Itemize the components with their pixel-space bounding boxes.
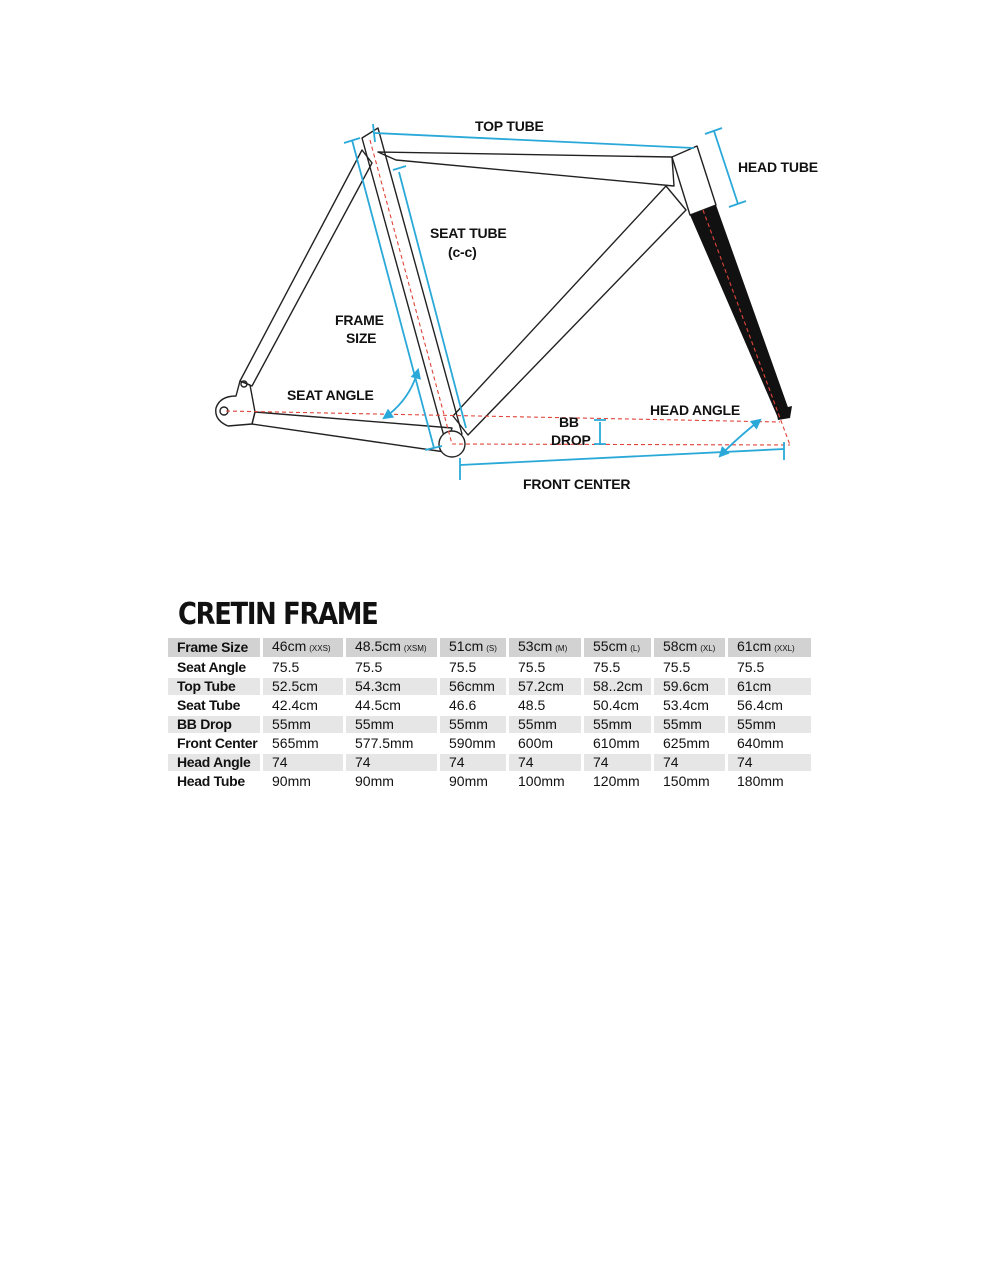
label-frame-size-line1: FRAME [335,312,384,328]
table-cell: 180mm [737,773,784,789]
table-cell: 44.5cm [355,697,401,713]
table-row [168,697,811,714]
table-cell: 55mm [440,716,506,733]
table-cell: 48.5 [518,697,546,713]
table-cell: 74 [263,754,343,771]
header-size-cell [654,638,725,657]
label-front-center: FRONT CENTER [523,476,631,492]
row-label: Seat Tube [177,697,241,713]
label-seat-tube-cc: (c-c) [448,244,477,260]
table-cell: 75.5 [737,659,765,675]
table-cell: 120mm [593,773,640,789]
table-cell: 577.5mm [355,735,414,751]
size-code: (XXL) [774,644,795,653]
table-cell: 90mm [355,773,394,789]
chain-stay-shape [252,412,452,452]
label-head-angle: HEAD ANGLE [650,402,741,418]
table-cell: 55mm [728,716,811,733]
size-value: 61cm [737,638,772,654]
header-size-cell [509,638,581,657]
table-cell: 640mm [737,735,784,751]
table-cell: 100mm [518,773,565,789]
table-cell: 61cm [728,678,811,695]
size-code: (XXS) [309,644,331,653]
row-label: Top Tube [168,678,260,695]
table-cell: 59.6cm [654,678,725,695]
table-cell: 53.4cm [663,697,709,713]
header-size-cell [263,638,343,657]
table-row [168,735,811,752]
table-cell: 74 [440,754,506,771]
table-cell: 75.5 [663,659,691,675]
table-cell: 55mm [346,716,437,733]
table-cell: 74 [728,754,811,771]
table-cell: 600m [518,735,554,751]
top-tube-shape [378,152,674,186]
size-code: (L) [630,644,641,653]
size-value: 51cm [449,638,484,654]
header-label-frame-size: Frame Size [168,638,260,657]
table-header-row [168,638,811,657]
row-label: BB Drop [168,716,260,733]
table-cell: 55mm [584,716,651,733]
table-row [168,716,811,733]
label-bb-drop-line2: DROP [551,432,591,448]
table-cell: 90mm [449,773,488,789]
table-cell: 625mm [663,735,710,751]
table-cell: 75.5 [593,659,621,675]
table-cell: 58..2cm [584,678,651,695]
size-value: 46cm [272,638,307,654]
table-cell: 46.6 [449,697,477,713]
label-frame-size-line2: SIZE [346,330,377,346]
table-cell: 54.3cm [346,678,437,695]
table-cell: 74 [509,754,581,771]
table-cell: 75.5 [355,659,383,675]
header-size-cell [346,638,437,657]
table-cell: 90mm [272,773,311,789]
table-row [168,754,811,771]
table-cell: 610mm [593,735,640,751]
size-code: (XSM) [403,644,427,653]
table-cell: 74 [654,754,725,771]
label-head-tube: HEAD TUBE [738,159,818,175]
size-code: (S) [486,644,497,653]
table-cell: 565mm [272,735,319,751]
table-cell: 57.2cm [509,678,581,695]
size-value: 48.5cm [355,638,401,654]
header-size-cell [584,638,651,657]
frame-outline [216,128,716,457]
geometry-table-title: CRETIN FRAME [178,597,378,632]
row-label: Front Center [177,735,258,751]
row-label: Head Tube [177,773,245,789]
size-code: (M) [555,644,568,653]
size-value: 58cm [663,638,698,654]
label-bb-drop-line1: BB [559,414,579,430]
rear-dropout-shape [216,381,255,426]
table-cell: 590mm [449,735,496,751]
header-size-cell [440,638,506,657]
table-cell: 75.5 [518,659,546,675]
table-row [168,659,811,676]
seat-stay-shape [240,150,372,386]
down-tube-shape [453,186,686,435]
table-cell: 50.4cm [593,697,639,713]
label-seat-angle: SEAT ANGLE [287,387,374,403]
label-seat-tube: SEAT TUBE [430,225,507,241]
table-cell: 56.4cm [737,697,783,713]
geometry-table [165,636,814,792]
head-tube-shape [672,146,716,215]
geometry-table-body [168,638,811,790]
table-cell: 75.5 [449,659,477,675]
table-cell: 42.4cm [272,697,318,713]
row-label: Head Angle [168,754,260,771]
table-cell: 55mm [654,716,725,733]
size-value: 55cm [593,638,628,654]
table-cell: 52.5cm [263,678,343,695]
table-row [168,678,811,695]
table-cell: 56cmm [440,678,506,695]
table-cell: 74 [346,754,437,771]
seat-tube-shape [362,128,462,440]
table-cell: 55mm [509,716,581,733]
size-code: (XL) [700,644,716,653]
table-cell: 75.5 [272,659,300,675]
row-label: Seat Angle [177,659,246,675]
label-top-tube: TOP TUBE [475,118,544,134]
table-cell: 150mm [663,773,710,789]
table-row [168,773,811,790]
frame-geometry-diagram [0,0,989,560]
table-cell: 74 [584,754,651,771]
size-value: 53cm [518,638,553,654]
header-size-cell [728,638,811,657]
table-cell: 55mm [263,716,343,733]
